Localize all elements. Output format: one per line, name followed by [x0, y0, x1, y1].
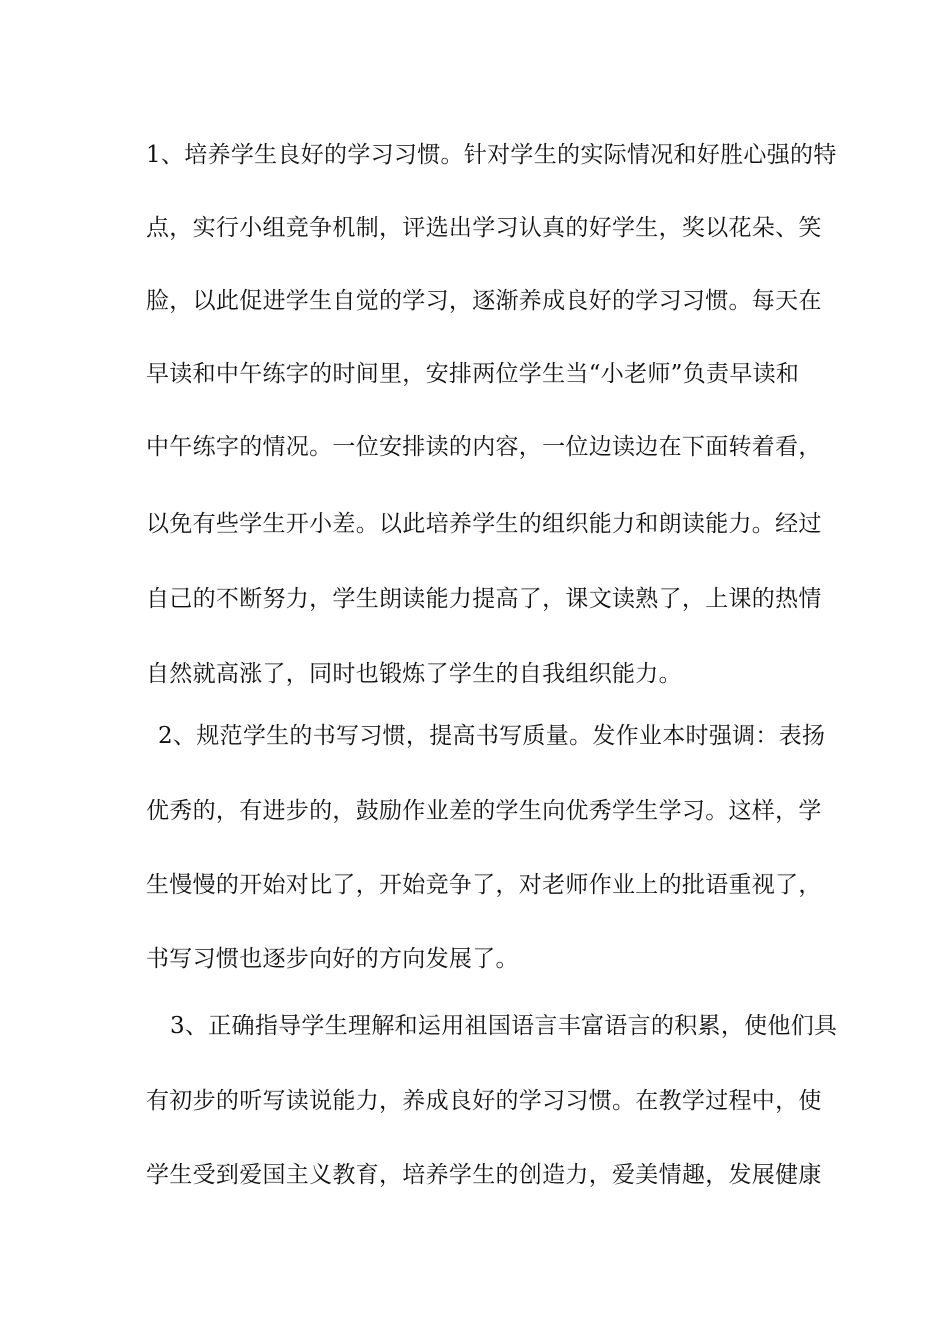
paragraph-2-line-4: 书写习惯也逐步向好的方向发展了。: [146, 946, 519, 972]
paragraph-3-line-3: 学生受到爱国主义教育，培养学生的创造力，爱美情趣，发展健康: [146, 1162, 822, 1188]
paragraph-1-line-6: 以免有些学生开小差。以此培养学生的组织能力和朗读能力。经过: [146, 511, 822, 537]
paragraph-1-line-5: 中午练字的情况。一位安排读的内容，一位边读边在下面转着看，: [146, 434, 822, 460]
paragraph-1-line-3: 脸，以此促进学生自觉的学习，逐渐养成良好的学习习惯。每天在: [146, 288, 822, 314]
paragraph-2-line-1: 2、规范学生的书写习惯，提高书写质量。发作业本时强调：表扬: [158, 723, 826, 749]
paragraph-1-line-7: 自己的不断努力，学生朗读能力提高了，课文读熟了，上课的热情: [146, 586, 822, 612]
paragraph-3-line-1: 3、正确指导学生理解和运用祖国语言丰富语言的积累，使他们具: [170, 1013, 838, 1039]
paragraph-1-line-8: 自然就高涨了，同时也锻炼了学生的自我组织能力。: [146, 661, 682, 687]
paragraph-1-line-1: 1、培养学生良好的学习习惯。针对学生的实际情况和好胜心强的特: [146, 142, 837, 168]
paragraph-1-line-2: 点，实行小组竞争机制，评选出学习认真的好学生，奖以花朵、笑: [146, 215, 822, 241]
paragraph-2-line-2: 优秀的，有进步的，鼓励作业差的学生向优秀学生学习。这样，学: [146, 798, 822, 824]
paragraph-3-line-2: 有初步的听写读说能力，养成良好的学习习惯。在教学过程中，使: [146, 1088, 822, 1114]
paragraph-1-line-4: 早读和中午练字的时间里，安排两位学生当“小老师”负责早读和: [146, 361, 800, 387]
paragraph-2-line-3: 生慢慢的开始对比了，开始竞争了，对老师作业上的批语重视了，: [146, 872, 822, 898]
